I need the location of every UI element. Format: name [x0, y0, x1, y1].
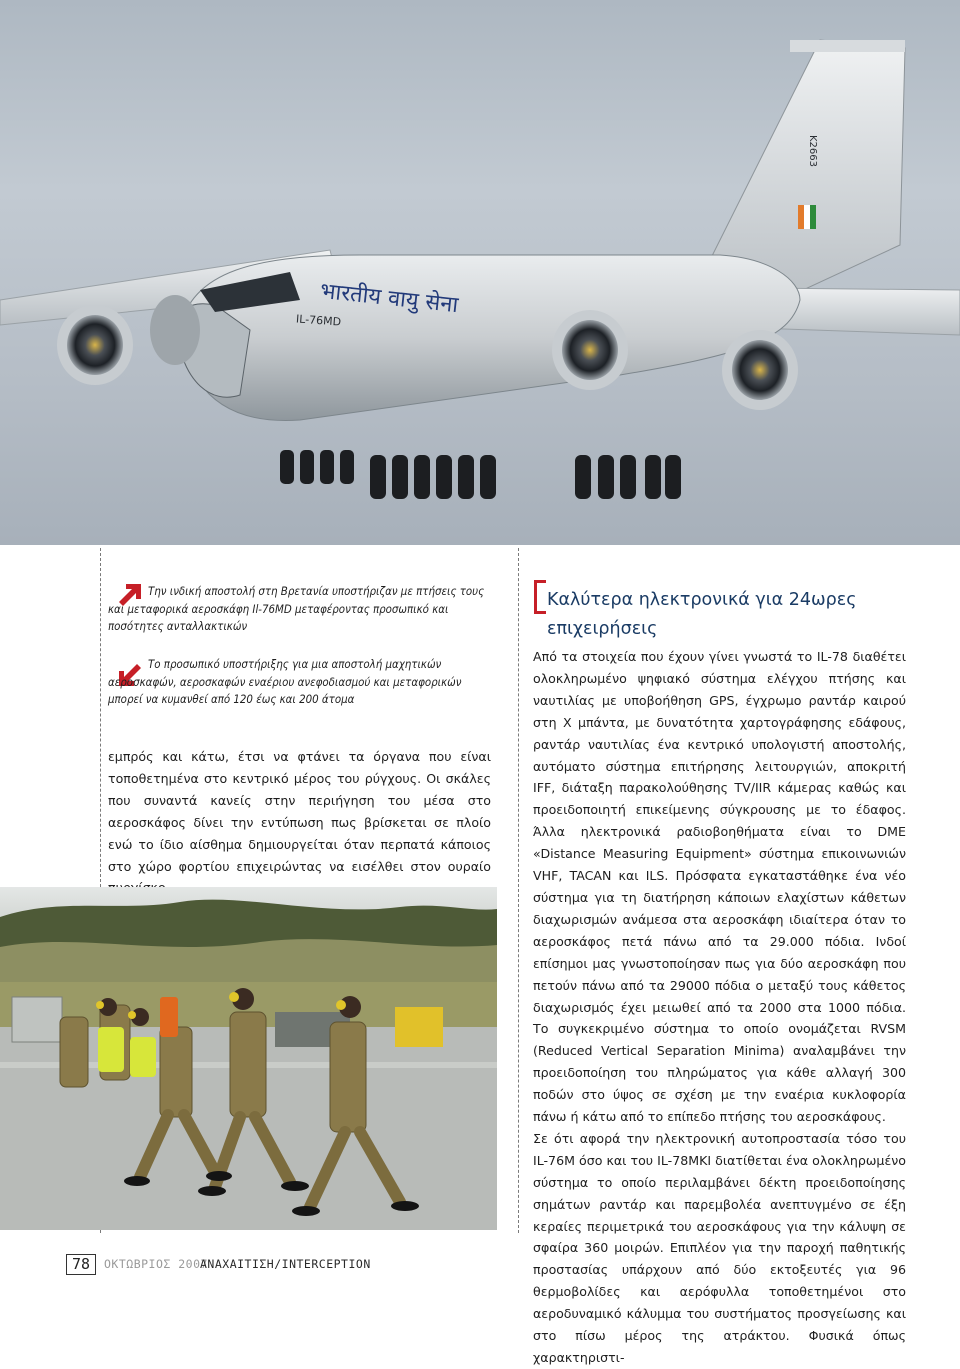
left-column-text: εμπρός και κάτω, έτσι να φτάνει τα όργανα που είναι τοποθετημένα στο κεντρικό μέρος του ρύγχους. Οι σκάλες που συναντά κανείς στην περιήγηση του μέσα στο αεροσκάφος δίνει την εντύπωση πως βρίσκεται σε πλοίο ενώ το ίδιο αίσθημα δημιουργείται όταν περπατά κάποιος στο χώρο φορτίου επιχειρώντας να εισέλθει στον ουραίο: [108, 749, 491, 874]
sidebar-paragraph: Από τα στοιχεία που έχουν γίνει γνωστά το IL-78 διαθέτει ολοκληρωμένο ψηφιακό σύστημα ελέγχου πτήσης και ναυτιλίας με υποβοήθηση GPS, έγχρωμο ραντάρ καιρού στη X μπάντα, με δυνατότητα χαρτογράφησης εδάφους, ραντάρ ναυτιλίας ένα κεντρικό υπολογιστή αποστολής, αυτόματο σύστημα επιτήρησης λειτουργιών, αποκριτή IFF, διάταξη παρακολούθησης TV/IIR κάμερας καθώς και προειδοποιητή επικείμενης σύγκρουσης με το έδαφος. Άλλα ηλεκτρονικά ραδιοβοηθήματα είναι το DME «Distance Measuring Equipment» σύστημα επικοινωνιών VHF, TACAN και ILS. Πρόσφατα εγκαταστάθηκε ένα νέο σύστημα για τη διατήρηση κάποιων ελαχίστων κάθετων διαχωρισμών ανάμεσα στα αεροσκάφη ιδιαίτερα όταν το αεροσκάφος πετά πάνω από τα 29.000 πόδια. Ινδοί επίσημοι μας γνωστοποίησαν πως για δύο αεροσκάφη που πετούν πάνω από τα 29000 πόδια ο μεταξύ τους κάθετος διαχωρισμός έχει μειωθεί από τα 2000 στα 1000 πόδια. Το συγκεκριμένο σύστημα το οποίο ονομάζεται RVSM (Reduced Vertical Separation Minima) αναλαμβάνει την προειδοποίηση του πληρώματος για κάθε αλλαγή 300 ποδών στο ύψος σε σχέση με την εναέρια κυκλοφορία πάνω ή κάτω από το επίπεδο πτήσης του αεροσκάφους.: [533, 649, 906, 1125]
ground-crew-photo: [0, 887, 497, 1230]
fuselage-lettering: भारतीय वायु सेना: [318, 278, 460, 319]
heading-bracket: [534, 580, 546, 614]
issue-date: ΟΚΤΩΒΡΙΟΣ 2007: [104, 1257, 208, 1271]
ground-crew-illustration: [0, 887, 497, 1230]
hero-photo-il76md: [0, 0, 960, 545]
caption-top: Την ινδική αποστολή στη Βρετανία υποστήριζαν με πτήσεις τους και μεταφορικά αεροσκάφη Il-76MD μεταφέροντας προσωπικό και ποσότητες ανταλλακτικών: [108, 584, 485, 633]
magazine-name: ΑΝΑΧΑΙΤΙΣΗ/INTERCEPTION: [200, 1257, 371, 1271]
sidebar-paragraph: Σε ότι αφορά την ηλεκτρονική αυτοπροστασία τόσο του IL-76M όσο και του IL-78MKI διατίθεται ένα ολοκληρωμένο σύστημα το οποίο περιλαμβάνει δέκτη προειδοποίησης σημάτων ραντάρ και παρεμβολέα ανεπτυγμένο σε έξη κεραίες περιμετρικά του αεροσκάφους για την κάλυψη σε σφαίρα 360 μοιρών. Επιπλέον για την παροχή παθητικής προστασίας υπάρχουν από δύο εκτοξευτές για 96 θερμοβολίδες και αερόφυλλα τοποθετημένοι στο αεροδυναμικό κάλυμμα του συστήματος προσγείωσης και στο πίσω μέρος της ατράκτου. Φυσικά όπως χαρακτηριστι-: [533, 1130, 906, 1365]
column-separator: [518, 548, 519, 1233]
model-lettering: IL-76MD: [295, 312, 342, 329]
sidebar-text: [533, 646, 906, 1369]
tail-code: K2663: [807, 135, 818, 168]
aircraft-illustration: [0, 0, 960, 545]
caption-bottom: Το προσωπικό υποστήριξης για μια αποστολή μαχητικών αεροσκαφών, αεροσκαφών εναέριου ανεφοδιασμού και μεταφορικών μπορεί να κυμανθεί από 120 έως και 200 άτομα: [108, 657, 462, 706]
sidebar-heading: Καλύτερα ηλεκτρονικά για 24ωρες επιχειρήσεις: [547, 590, 857, 639]
page-number: 78: [66, 1254, 96, 1275]
